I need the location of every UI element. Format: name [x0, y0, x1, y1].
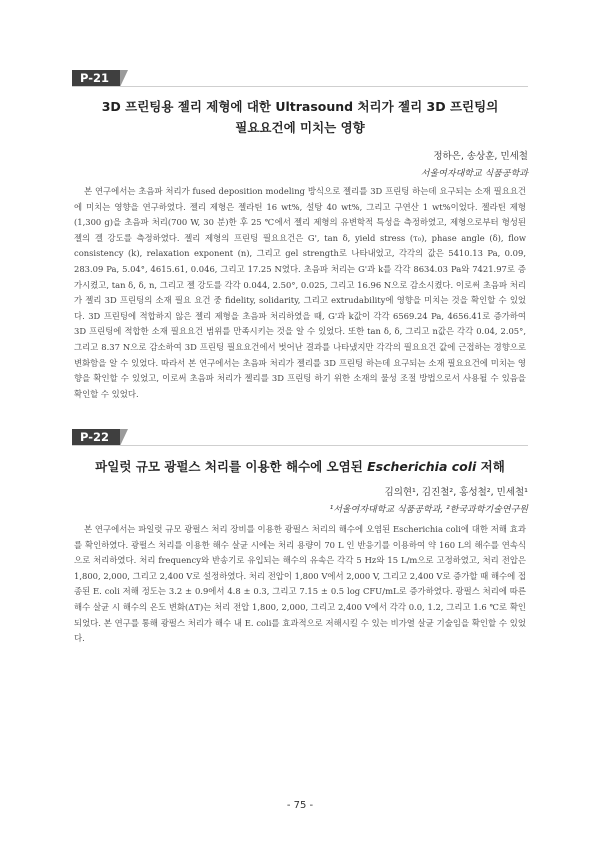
abstract-paragraph: 본 연구에서는 파일럿 규모 광펄스 처리 장비를 이용한 광펄스 처리의 해수에 오염된 Escherichia coli에 대한 저해 효과를 확인하였다. 광펄스 처리를 이용한 해수 살균 시에는 처리 용량이 70 L 인 반응기를 이용하여 약 160 L의 해수를 연속식으로 처리하였다. 처리 frequency와 반송기로 유입되는 해수의 유속은 각각 5 Hz와 15 L/m으로 고정하였고, 처리 전압은 1,800, 2,000, 그리고 2,400 V로 설정하였다. 처리 전압이 1,800 V에서 2,000 V, 그리고 2,400 V로 증가할 때 해수에 접종된 E. coli 저해 정도는 3.2 ± 0.9에서 4.8 ± 0.3, 그리고 7.15 ± 0.5 log CFU/mL로 증가하였다. 광펄스 처리에 따른 해수 살균 시 해수의 온도 변화(ΔT)는 처리 전압 1,800, 2,000, 그리고 2,400 V에서 각각 0.0, 1.2, 그리고 1.6 ℃로 확인되었다. 본 연구를 통해 광펄스 처리가 해수 내 E. coli를 효과적으로 저해시킬 수 있는 비가열 살균 기술임을 확인할 수 있었다.: [74, 524, 526, 644]
abstract-body: [74, 184, 526, 402]
title-line: 3D 프린팅용 젤리 제형에 대한 Ultrasound 처리가 젤리 3D 프린팅의: [101, 99, 499, 114]
abstract-number-badge: P-22: [72, 429, 120, 446]
divider: [72, 86, 528, 87]
page-number: - 75 -: [286, 800, 314, 811]
abstract-title: [60, 96, 540, 138]
abstract-body: [74, 522, 526, 647]
abstract-number-badge: P-21: [72, 70, 120, 87]
divider: [72, 445, 528, 446]
authors: 김의현¹, 김진철², 홍성철², 민세철¹: [384, 487, 528, 498]
authors: 정하은, 송상훈, 민세철: [433, 151, 528, 162]
affiliation: 서울여자대학교 식품공학과: [420, 169, 528, 179]
title-text: 파일럿 규모 광펄스 처리를 이용한 해수에 오염된: [95, 459, 368, 474]
title-text: 저해: [476, 459, 505, 474]
affiliation: ¹서울여자대학교 식품공학과, ²한국과학기술연구원: [329, 505, 528, 515]
abstract-title: [60, 456, 540, 477]
title-line: 필요요건에 미치는 영향: [235, 120, 365, 135]
organism-name: Escherichia coli: [367, 459, 477, 474]
abstract-paragraph: 본 연구에서는 초음파 처리가 fused deposition modeling 방식으로 젤리를 3D 프린팅 하는데 요구되는 소재 필요요건에 미치는 영향을 연구하였다. 젤리 제형은 젤라틴 16 wt%, 설탕 40 wt%, 그리고 구연산 1 wt%이었다. 젤라틴 제형(1,300 g)을 초음파 처리(700 W, 30 분)한 후 25 ℃에서 젤리 제형의 유변학적 특성을 측정하였고, 제형으로부터 형성된 젤의 겔 강도를 측정하였다. 젤리 제형의 프린팅 필요요건은 G', tan δ, yield stress (τ₀), phase angle (δ), flow consistency (k), relaxation exponent (n), 그리고 gel strength로 나타내었고, 각각의 값은 5410.13 Pa, 0.09, 283.09 Pa, 5.04°, 4615.61, 0.046, 그리고 17.25 N였다. 초음파 처리는 G'과 k를 각각 8634.03 Pa와 7421.97로 증가시켰고, tan δ, δ, n, 그리고 젤 강도를 각각 0.044, 2.50°, 0.025, 그리고 16.96 N으로 감소시켰다. 이로써 초음파 처리가 젤리 3D 프린팅의 소재 필요 요건 중 fidelity, solidarity, 그리고 extrudability에 영향을 미치는 것을 확인할 수 있었다. 3D 프린팅에 적합하지 않은 젤리 제형을 초음파 처리하였을 때, G'과 k값이 각각 6569.24 Pa, 4656.41로 증가하여 3D 프린팅에 적합한 소재 필요요건 범위를 만족시키는 것을 알 수 있었다. 또한 tan δ, δ, 그리고 n값은 각각 0.04, 2.05°, 그리고 8.37 N으로 감소하여 3D 프린팅 필요요건에서 벗어난 결과를 나타냈지만 각각의 필요요건 값에 근접하는 경향으로 변화함을 알 수 있었다. 따라서 본 연구에서는 초음파 처리가 젤리를 3D 프린팅 하는데 요구되는 소재 필요요건에 미치는 영향을 확인할 수 있었고, 이로써 초음파 처리가 젤리를 3D 프린팅 하기 위한 소재의 물성 조절 방법으로서 사용될 수 있음을 확인할 수 있었다.: [74, 186, 526, 399]
